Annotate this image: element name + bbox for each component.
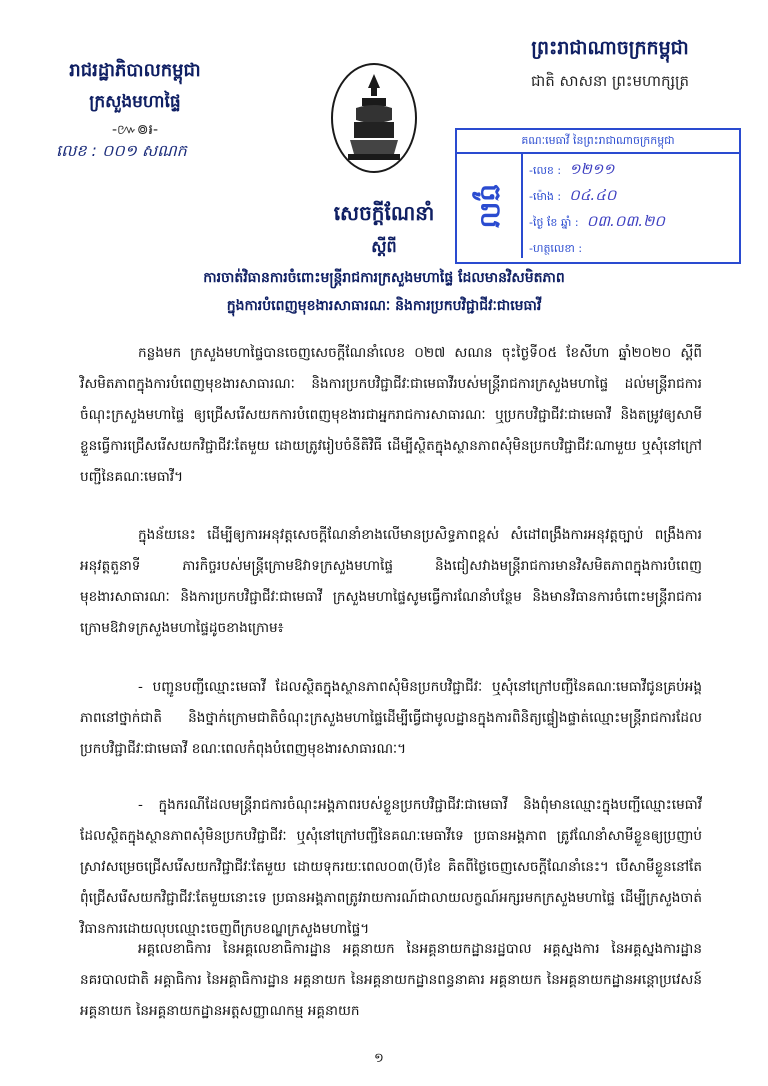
ornament-divider: -៚៙៛- — [112, 122, 158, 138]
ministry-name: ក្រសួងមហាផ្ទៃ — [89, 92, 181, 112]
national-motto: ជាតិ សាសនា ព្រះមហាក្សត្រ — [530, 72, 690, 90]
page-number: ១ — [374, 1051, 384, 1066]
document-subject-line1: ការចាត់វិធានការចំពោះមន្ត្រីរាជការក្រសួងមហាផ្ទៃ ដែលមានវិសមិតភាព — [203, 270, 565, 286]
government-name: រាជរដ្ឋាភិបាលកម្ពុជា — [69, 60, 201, 81]
stamp-row: -ថ្ងៃ ខែ ឆ្នាំ : ០៣.០៣.២០ — [529, 212, 665, 230]
stamp-row: -ម៉ោង : ០៤.៤០ — [529, 186, 617, 204]
body-paragraph: - បញ្ជូនបញ្ជីឈ្មោះមេធាវី ដែលស្ថិតក្នុងស្ថានភាពសុំមិនប្រកបវិជ្ជាជីវៈ ឬសុំនៅក្រៅបញ្ជីនៃគណៈមេធាវីជូនគ្រប់អង្គភាពនៅថ្នាក់ជាតិ និងថ្នាក់ក្រោមជាតិចំណុះក្រសួងមហាផ្ទៃដើម្បីធ្វើជាមូលដ្ឋានក្នុងការពិនិត្យផ្ទៀងផ្ទាត់ឈ្មោះមន្ត្រីរាជការដែលប្រកបវិជ្ជាជីវៈជាមេធាវី ខណៈពេលកំពុងបំពេញមុខងារសាធារណៈ។ — [80, 679, 702, 757]
reference-number: លេខ : ០០១ សណក — [56, 141, 187, 160]
stamp-header: គណៈមេធាវី នៃព្រះរាជាណាចក្រកម្ពុជា — [457, 130, 739, 154]
document-title: សេចក្ដីណែនាំ — [333, 201, 435, 225]
body-paragraph: កន្លងមក ក្រសួងមហាផ្ទៃបានចេញសេចក្ដីណែនាំលេខ ០២៧ សណន ចុះថ្ងៃទី០៥ ខែសីហា ឆ្នាំ២០២០ ស្ដីពីវិសមិតភាពក្នុងការបំពេញមុខងារសាធារណៈ និងការប្រកបវិជ្ជាជីវៈជាមេធាវីរបស់មន្ត្រីរាជការក្រសួងមហាផ្ទៃ ដល់មន្ត្រីរាជការចំណុះក្រសួងមហាផ្ទៃ ឲ្យជ្រើសរើសយកការបំពេញមុខងារជាអ្នករាជការសាធារណៈ ឬប្រកបវិជ្ជាជីវៈជាមេធាវី និងតម្រូវឲ្យសាមីខ្លួនធ្វើការជ្រើសរើសយកវិជ្ជាជីវៈតែមួយ ដោយត្រូវរៀបចំនីតិវិធី ដើម្បីស្ថិតក្នុងស្ថានភាពសុំមិនប្រកបវិជ្ជាជីវៈណាមួយ ឬសុំនៅក្រៅបញ្ជីនៃគណៈមេធាវី។ — [80, 345, 702, 485]
stamp-row: -លេខ : ១២១១ — [529, 160, 615, 178]
royal-emblem-icon — [330, 62, 418, 174]
stamp-received-label: ចូល — [461, 154, 523, 258]
kingdom-header — [480, 36, 740, 94]
document-subtitle: ស្ដីពី — [371, 237, 397, 256]
kingdom-name: ព្រះរាជាណាចក្រកម្ពុជា — [531, 37, 689, 59]
body-paragraph: ក្នុងន័យនេះ ដើម្បីឲ្យការអនុវត្តសេចក្ដីណែនាំខាងលើមានប្រសិទ្ធភាពខ្ពស់ សំដៅពង្រឹងការអនុវត្តច្បាប់ ពង្រឹងការអនុវត្តតួនាទី ភារកិច្ចរបស់មន្ត្រីក្រោមឱវាទក្រសួងមហាផ្ទៃ និងជៀសវាងមន្ត្រីរាជការមានវិសមិតភាពក្នុងការបំពេញមុខងារសាធារណៈ និងការប្រកបវិជ្ជាជីវៈជាមេធាវី ក្រសួងមហាផ្ទៃសូមធ្វើការណែនាំបន្ថែម និងមានវិធានការចំពោះមន្ត្រីរាជការក្រោមឱវាទក្រសួងមហាផ្ទៃដូចខាងក្រោម៖ — [80, 527, 702, 636]
ministry-header — [20, 58, 250, 141]
body-paragraph: - ក្នុងករណីដែលមន្ត្រីរាជការចំណុះអង្គភាពរបស់ខ្លួនប្រកបវិជ្ជាជីវៈជាមេធាវី និងពុំមានឈ្មោះក្នុងបញ្ជីឈ្មោះមេធាវីដែលស្ថិតក្នុងស្ថានភាពសុំមិនប្រកបវិជ្ជាជីវៈ ឬសុំនៅក្រៅបញ្ជីនៃគណៈមេធាវីទេ ប្រធានអង្គភាព ត្រូវណែនាំសាមីខ្លួនឲ្យប្រញាប់ស្រាវសម្រេចជ្រើសរើសយកវិជ្ជាជីវៈតែមួយ ដោយទុករយៈពេល០៣(បី)ខែ គិតពីថ្ងៃចេញសេចក្ដីណែនាំនេះ។ បើសាមីខ្លួននៅតែពុំជ្រើសរើសយកវិជ្ជាជីវៈតែមួយនោះទេ ប្រធានអង្គភាពត្រូវរាយការណ៍ជាលាយលក្ខណ៍អក្សរមកក្រសួងមហាផ្ទៃ ដើម្បីក្រសួងចាត់វិធានការដោយលុបឈ្មោះចេញពីក្របខណ្ឌក្រសួងមហាផ្ទៃ។ — [80, 797, 702, 937]
stamp-row: -ហត្ថលេខា : — [529, 242, 583, 255]
document-subject-line2: ក្នុងការបំពេញមុខងារសាធារណៈ និងការប្រកបវិជ្ជាជីវៈជាមេធាវី — [226, 298, 542, 314]
body-paragraph: អគ្គលេខាធិការ នៃអគ្គលេខាធិការដ្ឋាន អគ្គនាយក នៃអគ្គនាយកដ្ឋានរដ្ឋបាល អគ្គស្នងការ នៃអគ្គស្នងការដ្ឋាននគរបាលជាតិ អគ្គាធិការ នៃអគ្គាធិការដ្ឋាន អគ្គនាយក នៃអគ្គនាយកដ្ឋានពន្ធនាគារ អគ្គនាយក នៃអគ្គនាយកដ្ឋានអន្តោប្រវេសន៍ អគ្គនាយក នៃអគ្គនាយកដ្ឋានអត្តសញ្ញាណកម្ម អគ្គនាយក — [80, 941, 702, 1019]
